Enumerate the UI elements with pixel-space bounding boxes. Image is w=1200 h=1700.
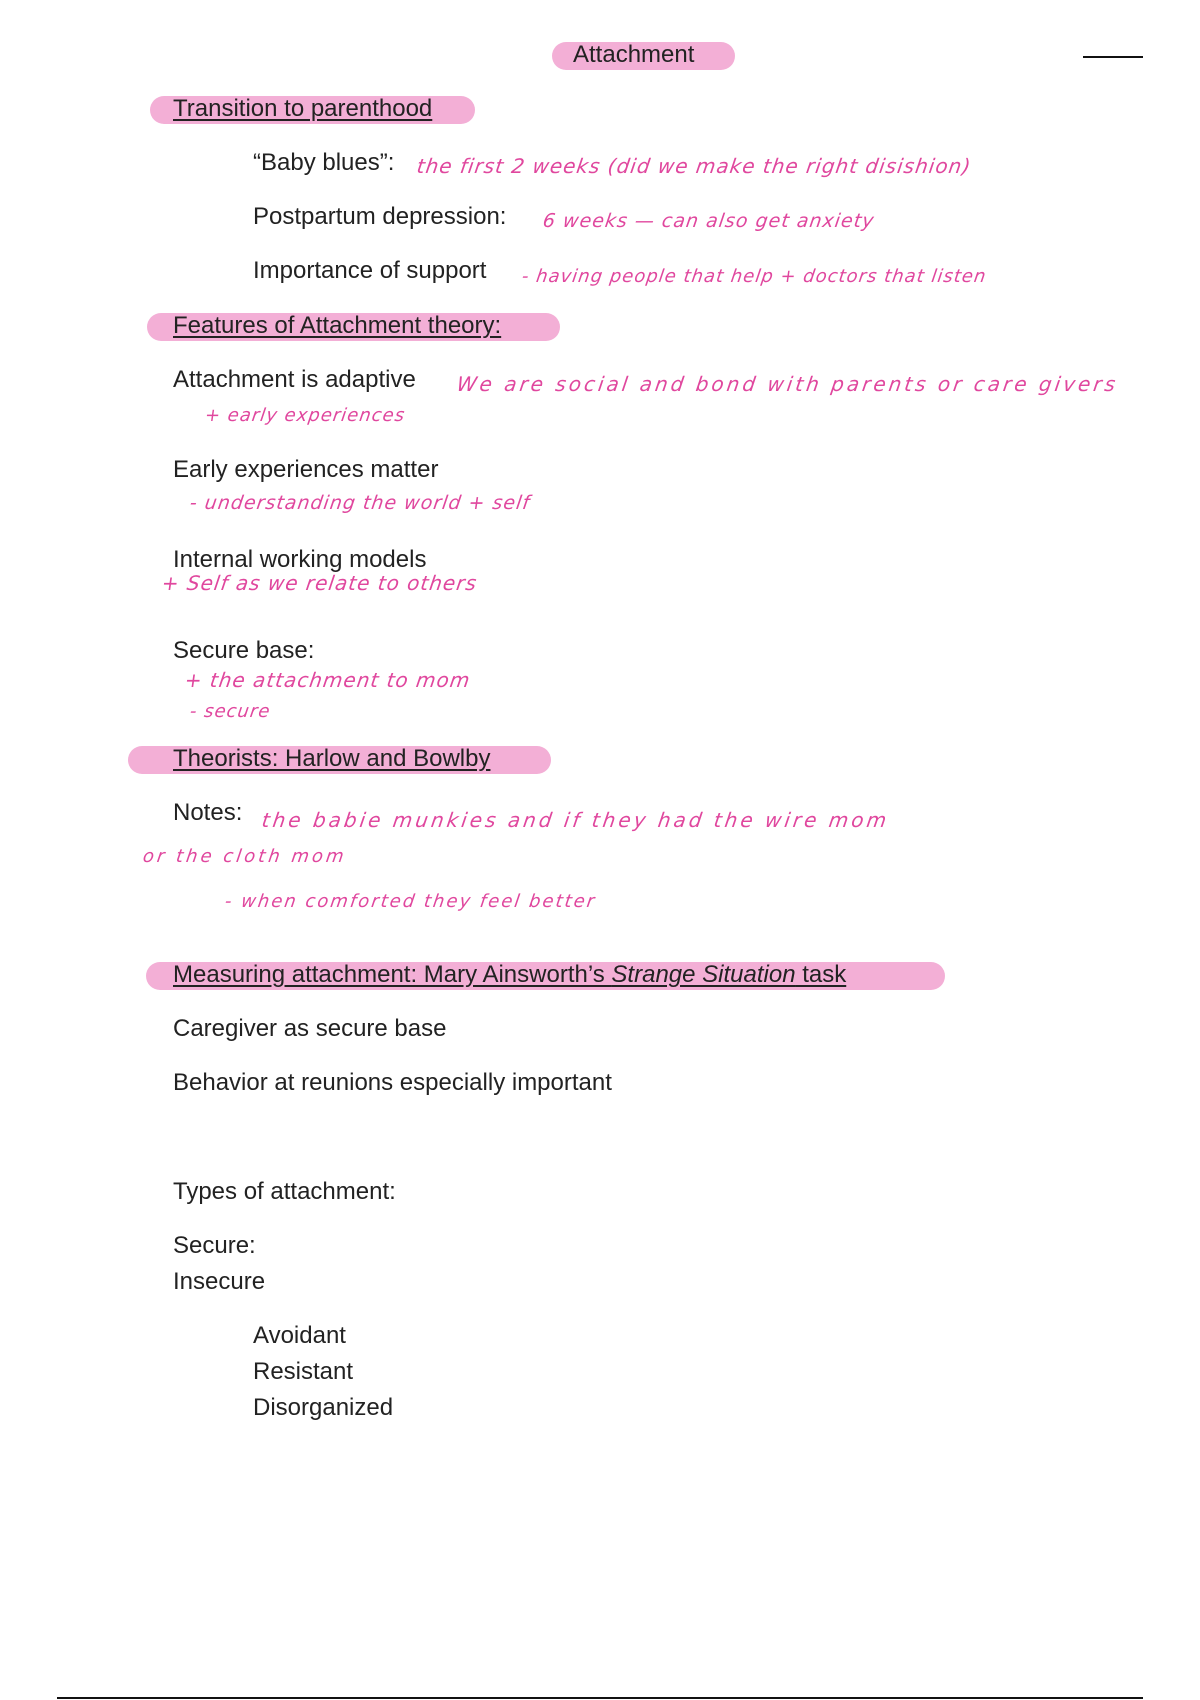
features-heading: Features of Attachment theory: bbox=[173, 312, 502, 339]
theorists-note-line-2: or the cloth mom bbox=[141, 846, 349, 867]
working-models-note: + Self as we relate to others bbox=[160, 571, 479, 595]
secure-base-note-2: - secure bbox=[188, 701, 272, 722]
early-experiences-note: - understanding the world + self bbox=[188, 492, 532, 514]
theorists-note-line-3: - when comforted they feel better bbox=[223, 891, 598, 912]
secure-base-label: Secure base: bbox=[173, 637, 315, 664]
reunions-line: Behavior at reunions especially important bbox=[173, 1069, 612, 1096]
secure-label: Secure: bbox=[173, 1232, 256, 1259]
avoidant-label: Avoidant bbox=[253, 1322, 346, 1349]
measuring-heading-part-2: task bbox=[795, 961, 847, 988]
support-label: Importance of support bbox=[253, 257, 487, 284]
postpartum-label: Postpartum depression: bbox=[253, 203, 507, 230]
measuring-heading-italic: Strange Situation bbox=[611, 961, 796, 988]
top-right-rule bbox=[1083, 56, 1143, 58]
types-label: Types of attachment: bbox=[173, 1178, 396, 1205]
bottom-rule bbox=[57, 1697, 1143, 1699]
notes-label: Notes: bbox=[173, 799, 243, 826]
early-experiences-label: Early experiences matter bbox=[173, 456, 439, 483]
page-title: Attachment bbox=[573, 41, 695, 68]
secure-base-note: + the attachment to mom bbox=[183, 668, 473, 692]
measuring-heading bbox=[173, 960, 846, 990]
measuring-heading-part-1: Measuring attachment: Mary Ainsworth’s bbox=[173, 961, 612, 988]
disorganized-label: Disorganized bbox=[253, 1394, 394, 1421]
transition-heading: Transition to parenthood bbox=[173, 95, 433, 122]
theorists-note-line-1: the babie munkies and if they had the wire mom bbox=[260, 808, 891, 832]
baby-blues-label: “Baby blues”: bbox=[253, 149, 395, 176]
baby-blues-note: the first 2 weeks (did we make the right disishion) bbox=[415, 154, 973, 178]
resistant-label: Resistant bbox=[253, 1358, 354, 1385]
insecure-label: Insecure bbox=[173, 1268, 266, 1295]
adaptive-label: Attachment is adaptive bbox=[173, 366, 416, 393]
adaptive-note-2: + early experiences bbox=[203, 405, 407, 426]
working-models-label: Internal working models bbox=[173, 546, 427, 573]
caregiver-line: Caregiver as secure base bbox=[173, 1015, 447, 1042]
postpartum-note: 6 weeks — can also get anxiety bbox=[541, 210, 877, 232]
theorists-heading: Theorists: Harlow and Bowlby bbox=[173, 745, 491, 772]
support-note: - having people that help + doctors that listen bbox=[520, 266, 988, 287]
adaptive-note: We are social and bond with parents or care givers bbox=[455, 372, 1120, 396]
